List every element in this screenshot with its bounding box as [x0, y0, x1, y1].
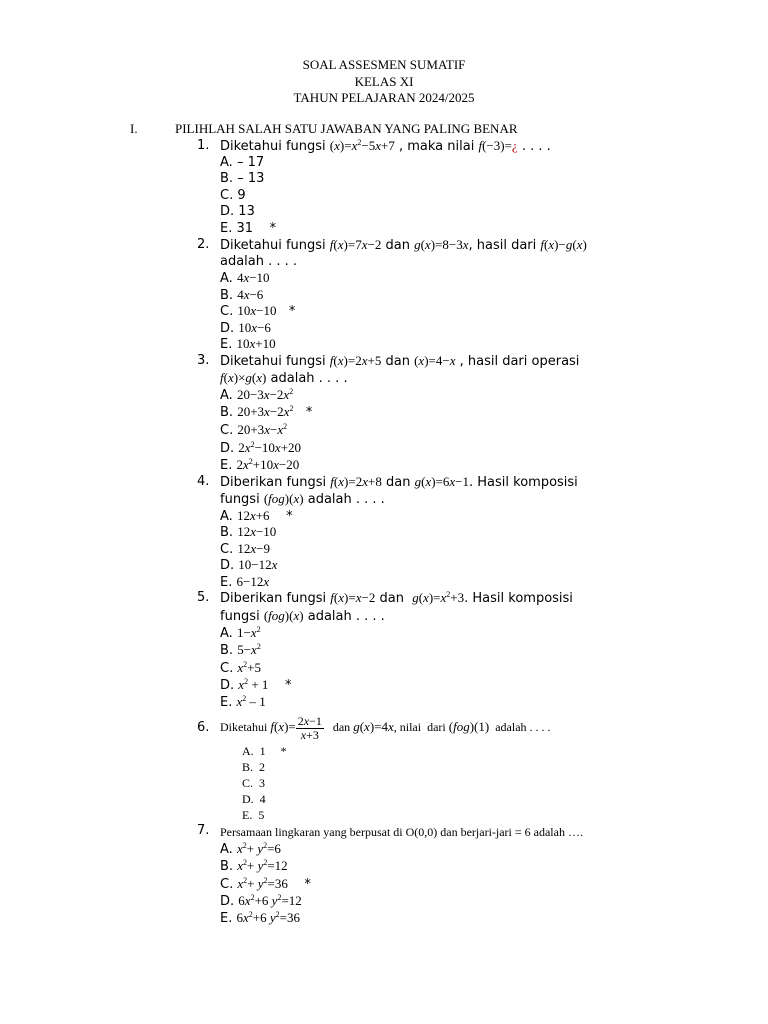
doc-year: TAHUN PELAJARAN 2024/2025: [293, 90, 475, 105]
option[interactable]: A. 4x−10: [220, 270, 270, 286]
question-text: Diketahui fungsi f(x)=2x+5 dan (x)=4−x , hasil dari operasi: [220, 353, 580, 369]
question-number: 4.: [197, 474, 210, 489]
question-text: Diketahui fungsi f(x)=7x−2 dan g(x)=8−3x, hasil dari f(x)−g(x): [220, 237, 587, 253]
answer-mark: *: [280, 744, 287, 758]
option[interactable]: A. 1 *: [242, 744, 287, 758]
question-text: Persamaan lingkaran yang berpusat di O(0,0) dan berjari-jari = 6 adalah ….: [220, 825, 583, 839]
option[interactable]: E. $2x^2+10x-20$: [220, 457, 300, 473]
question-number: 7.: [197, 823, 210, 838]
question-text: fungsi (fog)(x) adalah . . . .: [220, 491, 385, 507]
option[interactable]: A. – 17: [220, 155, 265, 170]
answer-mark: *: [288, 304, 296, 319]
section-number: I.: [130, 121, 138, 136]
question-number: 6.: [197, 720, 210, 735]
option[interactable]: D. 4: [242, 792, 266, 806]
option[interactable]: D. 10−12x: [220, 557, 278, 573]
option[interactable]: D. 13: [220, 204, 255, 219]
doc-title: SOAL ASSESMEN SUMATIF: [302, 57, 466, 72]
option[interactable]: D. $2x^2-10x+20$: [220, 440, 302, 456]
option[interactable]: D. $6x^2+6$ $y^2=12$: [220, 893, 302, 909]
option[interactable]: D. 10x−6: [220, 320, 271, 336]
fraction: $\frac{2x-1}{x+3}$: [297, 713, 322, 742]
option[interactable]: E. 10x+10: [220, 336, 276, 352]
option[interactable]: C. $20+3x-x^2$: [220, 422, 288, 438]
question-text: fungsi (fog)(x) adalah . . . .: [220, 608, 385, 624]
option[interactable]: B. $x^2+ y^2=12$: [220, 858, 288, 874]
option[interactable]: C. 9: [220, 188, 246, 203]
option[interactable]: B. 4x−6: [220, 287, 264, 303]
option[interactable]: C. $x^2+5$: [220, 660, 261, 676]
answer-mark: *: [304, 877, 311, 892]
question-number: 2.: [197, 237, 210, 252]
option[interactable]: A. 12x+6 *: [220, 508, 293, 524]
option[interactable]: E. 6−12x: [220, 574, 270, 590]
question-text: Diketahui fungsi $(x)=x^2-5x+7$ , maka nilai f(−3)=¿ . . . .: [220, 138, 551, 154]
question-number: 3.: [197, 353, 210, 368]
option[interactable]: A. $20-3x-2x^2$: [220, 387, 294, 403]
option[interactable]: B. 2: [242, 760, 266, 774]
question-number: 1.: [197, 138, 210, 153]
option[interactable]: B. $5-x^2$: [220, 642, 261, 658]
option[interactable]: C. $x^2+ y^2=36$ *: [220, 876, 311, 892]
option[interactable]: E. 31 *: [220, 221, 277, 236]
option[interactable]: E. 5: [242, 808, 265, 822]
answer-mark: *: [269, 221, 277, 236]
question-text: Diketahui f(x)= $\frac{2x-1}{x+3}$ dan g(x)=4x, nilai dari (fog)(1) adalah . . . .: [220, 713, 551, 742]
option[interactable]: C. 10x−10 *: [220, 303, 296, 319]
question-number: 5.: [197, 590, 210, 605]
doc-class: KELAS XI: [354, 74, 414, 89]
option[interactable]: E. $x^2 - 1$: [220, 694, 266, 710]
section-title: PILIHLAH SALAH SATU JAWABAN YANG PALING BENAR: [175, 121, 518, 136]
option[interactable]: C. 12x−9: [220, 541, 270, 557]
option[interactable]: B. – 13: [220, 171, 265, 186]
question-text: Diberikan fungsi f(x)=x−2 dan $g(x)=x^2+3$. Hasil komposisi: [220, 590, 573, 606]
option[interactable]: A. $1-x^2$: [220, 625, 261, 641]
question-text: adalah . . . .: [220, 254, 298, 269]
option[interactable]: B. $20+3x-2x^2$ *: [220, 404, 313, 420]
option[interactable]: D. $x^2 + 1$ *: [220, 677, 292, 693]
question-text: f(x)×g(x) adalah . . . .: [220, 370, 348, 386]
answer-mark: *: [286, 509, 293, 524]
option[interactable]: E. $6x^2+6$ $y^2=36$: [220, 910, 300, 926]
option[interactable]: B. 12x−10: [220, 524, 277, 540]
answer-mark: *: [305, 405, 313, 420]
answer-mark: *: [284, 678, 292, 693]
option[interactable]: A. $x^2+ y^2=6$: [220, 841, 281, 857]
question-text: Diberikan fungsi f(x)=2x+8 dan g(x)=6x−1. Hasil komposisi: [220, 474, 578, 490]
option[interactable]: C. 3: [242, 776, 266, 790]
